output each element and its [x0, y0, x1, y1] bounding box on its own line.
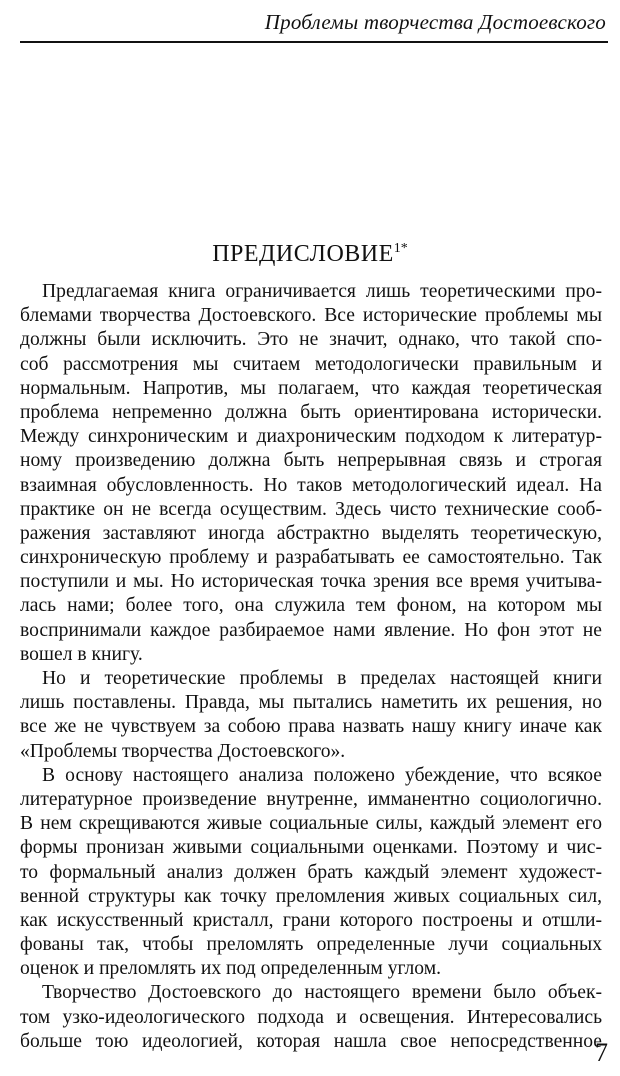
text-line: проблема непременно должна быть ориентирована исторически. — [20, 401, 602, 423]
header-rule — [20, 41, 608, 43]
text-line: синхроническую проблему и разрабатывать ее самостоятельно. Так — [20, 547, 602, 569]
text-line: литературное произведение внутренне, имманентно социологично. — [20, 788, 602, 810]
text-line: ражения заставляют иногда абстрактно выделять теоретическую, — [20, 522, 602, 544]
text-line: то формальный анализ должен брать каждый элемент художест- — [20, 861, 602, 883]
text-line: нормальным. Напротив, мы полагаем, что каждая теоретическая — [20, 377, 602, 399]
text-line: «Проблемы творчества Достоевского». — [20, 740, 346, 762]
text-line: ному произведению должна быть непрерывная связь и строгая — [20, 450, 602, 472]
text-line: вошел в книгу. — [20, 643, 143, 665]
text-line: блемами творчества Достоевского. Все исторические проблемы мы — [20, 305, 602, 327]
text-line: соб рассмотрения мы считаем методологически правильным и — [20, 353, 602, 375]
text-line: как искусственный кристалл, грани которого построены и отшли- — [20, 909, 602, 931]
text-line: Творчество Достоевского до настоящего времени было объек- — [42, 982, 602, 1004]
text-line: взаимная обусловленность. Но таков методологический идеал. На — [20, 474, 602, 496]
text-line: лишь поставлены. Правда, мы пытались наметить их решения, но — [20, 692, 602, 714]
text-line: оценок и преломлять их под определенным углом. — [20, 958, 442, 980]
text-line: Между синхроническим и диахроническим подходом к литератур- — [20, 426, 602, 448]
text-line: том узко-идеологического подхода и освещения. Интересовались — [20, 1006, 602, 1028]
text-line: воспринимали каждое разбираемое нами явление. Но фон этот не — [20, 619, 602, 641]
section-title — [0, 241, 620, 268]
text-line: формы пронизан живыми социальными оценками. Поэтому и чис- — [20, 837, 602, 859]
running-header: Проблемы творчества Достоевского — [264, 10, 606, 34]
text-line: поступили и мы. Но историческая точка зрения все время учитыва- — [20, 571, 602, 593]
text-line: больше тою идеологией, которая нашла свое непосредственное — [20, 1030, 602, 1052]
text-line: В нем скрещиваются живые социальные силы, каждый элемент его — [20, 813, 602, 835]
page-number: 7 — [595, 1038, 608, 1067]
text-line: лась нами; более того, она служила тем фоном, на котором мы — [20, 595, 602, 617]
text-line: венной структуры как точку преломления живых социальных сил, — [20, 885, 602, 907]
text-line: фованы так, чтобы преломлять определенные лучи социальных — [20, 934, 602, 956]
text-line: все же не чувствуем за собою права назвать нашу книгу иначе как — [20, 716, 602, 738]
text-line: В основу настоящего анализа положено убеждение, что всякое — [42, 764, 602, 786]
section-title-text: ПРЕДИСЛОВИЕ — [212, 241, 394, 267]
text-line: Предлагаемая книга ограничивается лишь теоретическими про- — [42, 281, 602, 302]
footnote-marker: 1* — [393, 241, 408, 256]
text-line: Но и теоретические проблемы в пределах настоящей книги — [42, 668, 602, 689]
text-line: практике он не всегда осуществим. Здесь чисто технические сооб- — [20, 498, 602, 520]
text-line: должны были исключить. Это не значит, однако, что такой спо- — [20, 329, 602, 351]
text-body — [20, 280, 602, 1054]
